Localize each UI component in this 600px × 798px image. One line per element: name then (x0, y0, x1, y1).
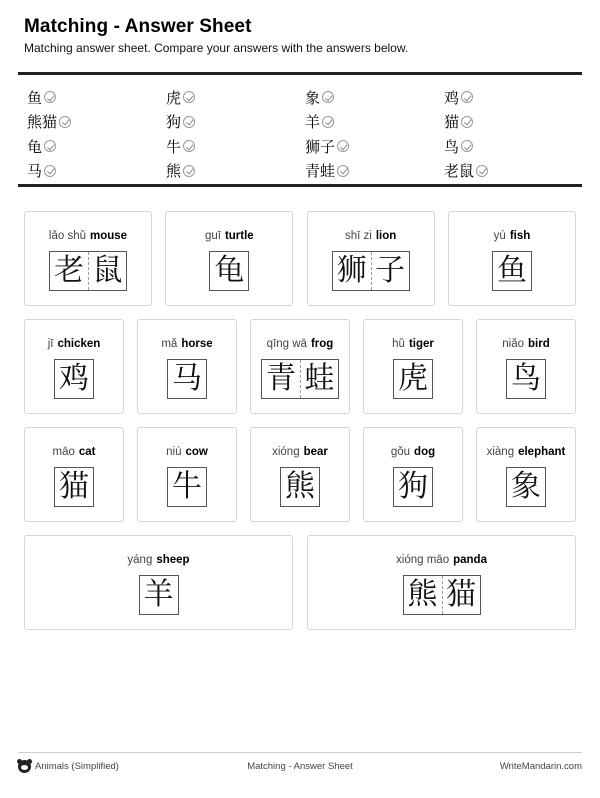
card-english: frog (310, 338, 334, 350)
card-pinyin: gǒu (390, 446, 411, 458)
character-grid (49, 251, 127, 291)
hanzi-character: 鸡 (59, 361, 89, 396)
hanzi-character: 羊 (143, 577, 174, 612)
hanzi-character: 狮 (336, 253, 367, 288)
word-bank-item (444, 111, 583, 132)
check-circle-icon (461, 140, 473, 152)
check-circle-icon (322, 91, 334, 103)
character-grid (506, 359, 546, 399)
answer-card (250, 427, 350, 522)
check-circle-icon (183, 165, 195, 177)
word-bank-row (27, 110, 587, 135)
character-grid (393, 359, 433, 399)
card-label (392, 338, 434, 354)
card-pinyin: guī (204, 230, 221, 242)
hanzi-character: 鱼 (496, 253, 527, 288)
card-english: mouse (90, 230, 128, 242)
word-bank-item (166, 87, 305, 108)
hanzi-character: 鸟 (511, 361, 541, 396)
answer-cards (24, 211, 576, 643)
character-grid (54, 359, 94, 399)
hanzi-character: 青 (266, 361, 296, 396)
word-bank-word: 鸟 (444, 137, 460, 156)
answer-card (307, 535, 576, 630)
answer-card (307, 211, 435, 306)
answer-card (363, 427, 463, 522)
card-label (166, 446, 208, 462)
card-english: lion (375, 230, 397, 242)
card-english: dog (414, 446, 436, 458)
card-row (24, 427, 576, 522)
card-label (127, 554, 189, 570)
top-divider (18, 72, 582, 75)
card-label (502, 338, 549, 354)
hanzi-character: 狗 (398, 469, 428, 504)
character-grid (280, 467, 320, 507)
answer-card (24, 211, 152, 306)
character-grid (54, 467, 94, 507)
word-bank-item (166, 160, 305, 181)
hanzi-character: 子 (371, 252, 409, 290)
character-grid (167, 467, 207, 507)
answer-card (24, 427, 124, 522)
word-bank-word: 青蛙 (305, 162, 336, 181)
word-bank-word: 狮子 (305, 137, 336, 156)
word-bank-word: 鸡 (444, 88, 460, 107)
word-bank-row (27, 159, 587, 184)
word-bank-row (27, 85, 587, 110)
answer-card (476, 319, 576, 414)
word-bank-item (305, 160, 444, 181)
hanzi-character: 熊 (285, 469, 315, 504)
answer-card (24, 535, 293, 630)
word-bank-word: 狗 (166, 113, 182, 132)
answer-card (448, 211, 576, 306)
hanzi-character: 鼠 (88, 252, 126, 290)
card-english: chicken (57, 338, 101, 350)
word-bank-item (444, 87, 583, 108)
word-bank-item (305, 111, 444, 132)
card-pinyin: jī (47, 338, 54, 350)
word-bank-row (27, 134, 587, 159)
check-circle-icon (461, 116, 473, 128)
answer-card (363, 319, 463, 414)
character-grid (393, 467, 433, 507)
character-grid (139, 575, 179, 615)
word-bank-item (305, 136, 444, 157)
hanzi-character: 蛙 (300, 360, 338, 398)
answer-card (165, 211, 293, 306)
card-english: sheep (156, 554, 190, 566)
word-bank-item (27, 87, 166, 108)
word-bank-item (27, 160, 166, 181)
hanzi-character: 老 (54, 253, 84, 288)
word-bank-item (27, 136, 166, 157)
card-english: cow (185, 446, 208, 458)
check-circle-icon (476, 165, 488, 177)
card-pinyin: niú (166, 446, 182, 458)
card-pinyin: mǎ (161, 338, 178, 350)
card-label (161, 338, 212, 354)
answer-card (250, 319, 350, 414)
card-english: bear (303, 446, 328, 458)
card-label (494, 230, 531, 246)
word-bank-word: 马 (27, 162, 43, 181)
word-bank-item (27, 111, 166, 132)
character-grid (167, 359, 207, 399)
card-pinyin: xiàng (486, 446, 515, 458)
answer-card (137, 319, 237, 414)
hanzi-character: 虎 (398, 361, 428, 396)
card-label (48, 338, 101, 354)
word-bank-item (444, 136, 583, 157)
hanzi-character: 牛 (172, 469, 202, 504)
card-pinyin: shī zi (345, 230, 372, 242)
card-row (24, 319, 576, 414)
check-circle-icon (183, 91, 195, 103)
character-grid (209, 251, 249, 291)
answer-card (476, 427, 576, 522)
character-grid (506, 467, 546, 507)
card-english: panda (453, 554, 487, 566)
card-label (49, 230, 127, 246)
word-bank-word: 熊 (166, 162, 182, 181)
card-pinyin: qīng wā (266, 338, 307, 350)
word-bank-word: 羊 (305, 113, 321, 132)
card-label (205, 230, 254, 246)
word-bank-item (444, 160, 583, 181)
page-title: Matching - Answer Sheet (24, 16, 252, 37)
character-grid (332, 251, 410, 291)
check-circle-icon (44, 140, 56, 152)
footer-divider (18, 752, 582, 753)
card-label (391, 446, 435, 462)
word-bank-word: 鱼 (27, 88, 43, 107)
check-circle-icon (461, 91, 473, 103)
word-bank-item (305, 87, 444, 108)
hanzi-character: 龟 (214, 253, 245, 288)
check-circle-icon (322, 116, 334, 128)
check-circle-icon (44, 91, 56, 103)
character-grid (492, 251, 532, 291)
card-label (345, 230, 396, 246)
card-pinyin: yáng (127, 554, 153, 566)
card-english: horse (181, 338, 213, 350)
check-circle-icon (59, 116, 71, 128)
page-subtitle: Matching answer sheet. Compare your answers with the answers below. (24, 41, 409, 55)
card-pinyin: lǎo shǔ (48, 230, 86, 242)
answer-card (24, 319, 124, 414)
card-label (396, 554, 487, 570)
card-english: tiger (408, 338, 434, 350)
check-circle-icon (183, 140, 195, 152)
check-circle-icon (337, 140, 349, 152)
answer-card (137, 427, 237, 522)
card-row (24, 535, 576, 630)
hanzi-character: 猫 (59, 469, 89, 504)
card-english: bird (528, 338, 550, 350)
card-label (267, 338, 334, 354)
word-bank-word: 猫 (444, 113, 460, 132)
word-bank-word: 虎 (166, 88, 182, 107)
footer-left-text: Animals (Simplified) (35, 761, 119, 772)
word-bank-word: 象 (305, 88, 321, 107)
word-bank-word: 牛 (166, 137, 182, 156)
card-pinyin: māo (52, 446, 75, 458)
word-bank-word: 龟 (27, 137, 43, 156)
check-circle-icon (44, 165, 56, 177)
word-bank (27, 85, 587, 183)
character-grid (403, 575, 481, 615)
card-row (24, 211, 576, 306)
card-label (272, 446, 328, 462)
card-pinyin: hǔ (392, 338, 405, 350)
card-pinyin: yú (493, 230, 506, 242)
check-circle-icon (183, 116, 195, 128)
word-bank-word: 熊猫 (27, 113, 58, 132)
character-grid (261, 359, 339, 399)
card-label (53, 446, 96, 462)
word-bank-item (166, 136, 305, 157)
card-pinyin: xióng māo (396, 554, 450, 566)
card-english: fish (509, 230, 531, 242)
card-english: elephant (518, 446, 566, 458)
footer-site-link[interactable]: WriteMandarin.com (499, 761, 582, 772)
card-english: cat (78, 446, 96, 458)
card-english: turtle (224, 230, 254, 242)
bottom-divider (18, 184, 582, 187)
hanzi-character: 猫 (442, 576, 480, 614)
footer-center-text: Matching - Answer Sheet (247, 761, 353, 772)
word-bank-word: 老鼠 (444, 162, 475, 181)
word-bank-item (166, 111, 305, 132)
check-circle-icon (337, 165, 349, 177)
card-pinyin: xióng (272, 446, 300, 458)
hanzi-character: 象 (511, 469, 541, 504)
card-pinyin: niǎo (502, 338, 524, 350)
hanzi-character: 马 (172, 361, 202, 396)
card-label (487, 446, 566, 462)
hanzi-character: 熊 (407, 577, 438, 612)
